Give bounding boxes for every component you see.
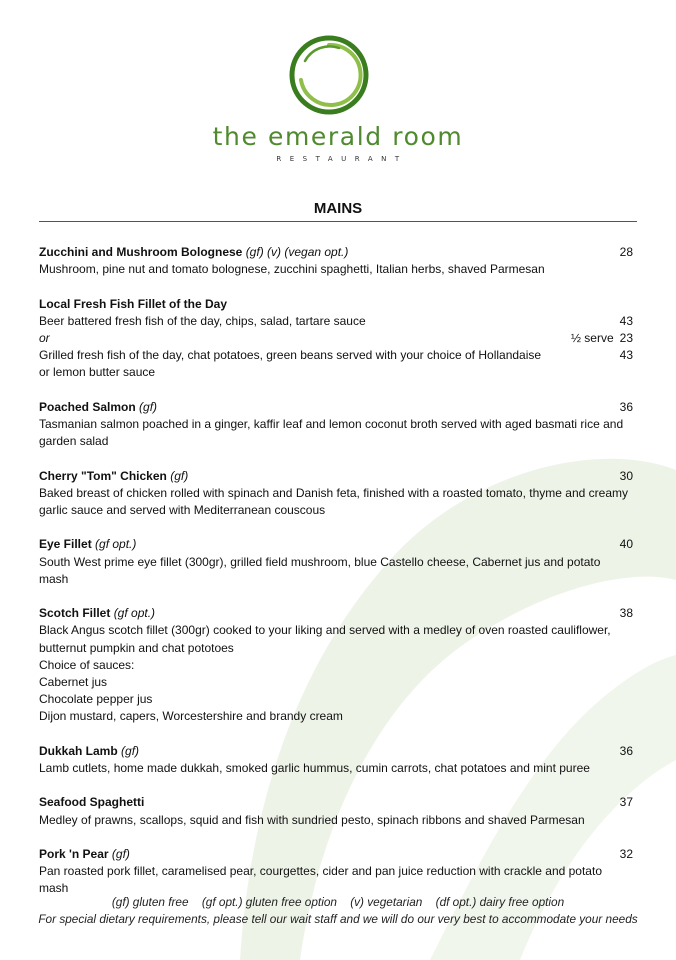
item-price: 40 — [619, 537, 633, 552]
item-price: 43 — [619, 348, 633, 363]
sauces-label: Choice of sauces: — [39, 657, 135, 672]
item-price: 30 — [619, 468, 633, 483]
menu-item — [39, 468, 633, 520]
section-title: MAINS — [313, 200, 363, 217]
item-option: Beer battered fresh fish of the day, chips, salad, tartare sauce — [39, 313, 366, 328]
dietary-note: For special dietary requirements, please tell our wait staff and we will do our very best to accommodate your needs — [38, 912, 638, 927]
item-tags: (gf) — [121, 743, 140, 758]
sauce-option: Chocolate pepper jus — [39, 692, 153, 707]
item-description: Baked breast of chicken rolled with spinach and Danish feta, finished with a roasted tomato, thyme and creamy — [39, 485, 628, 500]
item-description-continued: garden salad — [39, 434, 109, 449]
item-tags: (gf) (v) (vegan opt.) — [245, 245, 349, 259]
item-name: Dukkah Lamb — [39, 743, 118, 758]
menu-item — [39, 244, 633, 278]
item-price: 36 — [619, 399, 633, 414]
item-price: 36 — [619, 743, 633, 758]
brand-name: the emerald room — [212, 122, 464, 151]
item-price: 37 — [619, 795, 633, 810]
item-name: Poached Salmon — [39, 399, 136, 414]
item-description-continued: butternut pumpkin and chat pototoes — [39, 640, 234, 655]
legend-df-opt: (df opt.) dairy free option — [435, 895, 565, 909]
item-name: Scotch Fillet — [39, 606, 111, 621]
item-description: Black Angus scotch fillet (300gr) cooked to your liking and served with a medley of oven roasted cauliflower, — [39, 623, 611, 638]
item-or: or — [39, 331, 50, 345]
item-price: 32 — [619, 846, 633, 861]
item-description-continued: garlic sauce and served with Mediterranean couscous — [39, 503, 326, 517]
item-tags: (gf opt.) — [95, 537, 137, 552]
menu-item — [39, 846, 633, 898]
menu-item — [39, 536, 633, 588]
item-price: 43 — [619, 313, 633, 328]
item-option-continued: or lemon butter sauce — [39, 365, 156, 380]
menu-item — [39, 743, 633, 777]
item-tags: (gf opt.) — [113, 606, 156, 621]
dietary-footer — [0, 894, 676, 928]
item-name: Cherry "Tom" Chicken — [39, 468, 167, 483]
item-tags: (gf) — [139, 399, 158, 414]
legend-gf-opt: (gf opt.) gluten free option — [201, 895, 337, 909]
menu-item — [39, 605, 633, 725]
item-option: Grilled fresh fish of the day, chat potatoes, green beans served with your choice of Hollandaise — [39, 348, 542, 363]
item-description: South West prime eye fillet (300gr), grilled field mushroom, blue Castello cheese, Cabernet jus and potato mash — [39, 554, 601, 586]
item-price: 38 — [619, 606, 633, 621]
legend-v: (v) vegetarian — [350, 895, 423, 909]
legend-gf: (gf) gluten free — [111, 895, 189, 909]
item-tags: (gf) — [111, 846, 130, 861]
half-serve-price: 23 — [619, 331, 633, 345]
item-name: Seafood Spaghetti — [39, 795, 145, 810]
menu-item — [39, 399, 633, 451]
menu-item — [39, 794, 633, 828]
emerald-ring-logo — [287, 33, 371, 117]
item-name: Eye Fillet — [39, 537, 92, 552]
sauce-option: Dijon mustard, capers, Worcestershire and brandy cream — [39, 709, 343, 724]
item-description: Medley of prawns, scallops, squid and fish with sundried pesto, spinach ribbons and shaved Parmesan — [39, 812, 585, 827]
half-serve-label: ½ serve — [570, 331, 614, 345]
item-name: Pork 'n Pear — [39, 846, 109, 861]
item-description: Lamb cutlets, home made dukkah, smoked garlic hummus, cumin carrots, chat potatoes and mint puree — [39, 761, 590, 775]
menu-item — [39, 296, 633, 382]
item-tags: (gf) — [170, 468, 189, 483]
brand-subtitle: RESTAURANT — [276, 155, 408, 163]
item-description: Pan roasted pork fillet, caramelised pear, courgettes, cider and pan juice reduction with crackle and potato mash — [39, 864, 602, 896]
item-name: Local Fresh Fish Fillet of the Day — [39, 296, 228, 311]
title-divider — [39, 221, 637, 222]
sauce-option: Cabernet jus — [39, 675, 108, 689]
item-price: 28 — [619, 245, 633, 259]
dietary-legend — [0, 894, 676, 911]
menu-list — [39, 244, 633, 915]
item-description: Tasmanian salmon poached in a ginger, kaffir leaf and lemon coconut broth served with aged basmati rice and — [39, 417, 624, 431]
item-description: Mushroom, pine nut and tomato bolognese, zucchini spaghetti, Italian herbs, shaved Parmesan — [39, 262, 545, 277]
item-name: Zucchini and Mushroom Bolognese — [39, 245, 243, 259]
